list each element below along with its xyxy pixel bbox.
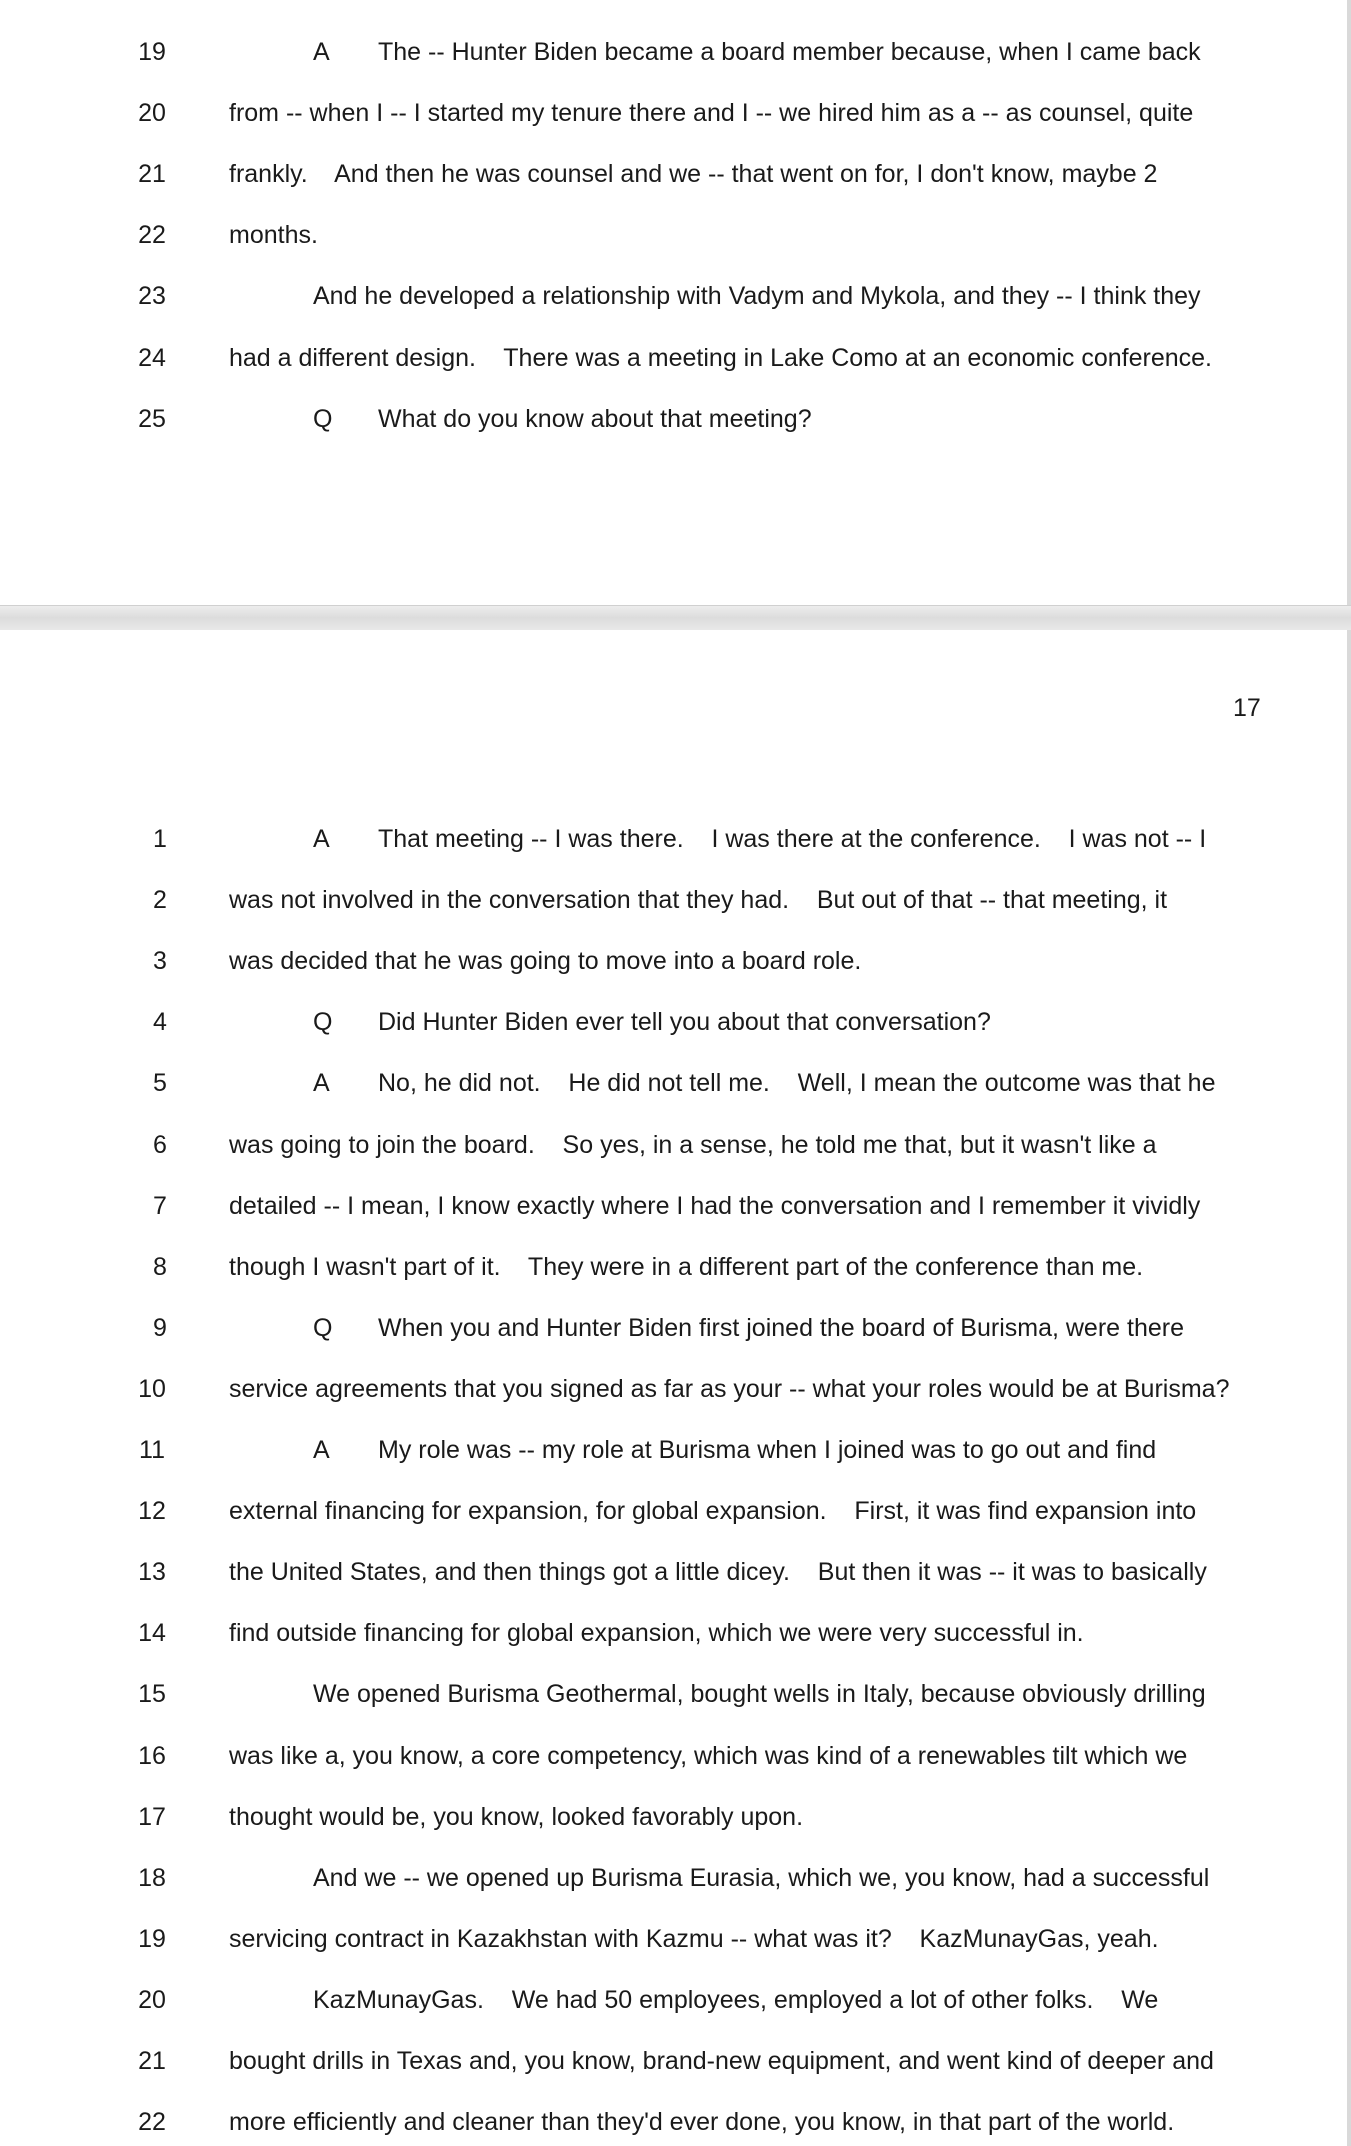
transcript-line <box>0 1125 1347 1165</box>
transcript-line <box>0 399 1347 439</box>
transcript-line <box>0 2102 1347 2142</box>
line-number: 4 <box>153 1008 167 1037</box>
line-number: 19 <box>138 38 166 66</box>
transcript-line <box>0 1491 1347 1531</box>
line-number: 22 <box>138 221 166 250</box>
line-text: though I wasn't part of it. They were in a different part of the conference than me. <box>229 1252 1144 1281</box>
transcript-line <box>0 1736 1347 1776</box>
line-text: bought drills in Texas and, you know, brand-new equipment, and went kind of deeper and <box>229 2047 1214 2075</box>
transcript-line <box>0 32 1347 72</box>
question-marker: Q <box>313 1008 333 1037</box>
line-text: was like a, you know, a core competency, which was kind of a renewables tilt which we <box>229 1741 1188 1770</box>
question-marker: Q <box>313 1313 333 1342</box>
transcript-line <box>0 2041 1347 2081</box>
line-text: KazMunayGas. We had 50 employees, employed a lot of other folks. We <box>313 1985 1159 2014</box>
transcript-line <box>0 215 1347 255</box>
line-text: servicing contract in Kazakhstan with Kazmu -- what was it? KazMunayGas, yeah. <box>229 1924 1159 1953</box>
line-text: And he developed a relationship with Vadym and Mykola, and they -- I think they <box>313 282 1201 311</box>
transcript-line <box>0 880 1347 920</box>
transcript-line <box>0 941 1347 981</box>
transcript-line <box>0 1063 1347 1103</box>
line-text: detailed -- I mean, I know exactly where I had the conversation and I remember it vividly <box>229 1191 1201 1220</box>
line-text: from -- when I -- I started my tenure there and I -- we hired him as a -- as counsel, quite <box>229 99 1194 128</box>
line-text: was decided that he was going to move into a board role. <box>229 947 862 976</box>
line-text: No, he did not. He did not tell me. Well, I mean the outcome was that he <box>378 1069 1216 1098</box>
line-text: When you and Hunter Biden first joined the board of Burisma, were there <box>378 1313 1184 1342</box>
page-number: 17 <box>1233 694 1261 722</box>
line-text: We opened Burisma Geothermal, bought wells in Italy, because obviously drilling <box>313 1680 1206 1709</box>
transcript-line <box>0 1797 1347 1837</box>
line-number: 13 <box>138 1558 166 1587</box>
line-number: 20 <box>138 1985 166 2014</box>
line-number: 10 <box>138 1374 166 1403</box>
answer-marker: A <box>313 1069 330 1098</box>
transcript-line <box>0 1186 1347 1226</box>
answer-marker: A <box>313 38 330 66</box>
transcript-line <box>0 1369 1347 1409</box>
line-number: 14 <box>138 1619 166 1648</box>
line-number: 21 <box>138 160 166 189</box>
line-number: 24 <box>138 343 166 372</box>
line-text: had a different design. There was a meeting in Lake Como at an economic conference. <box>229 343 1212 372</box>
line-text: That meeting -- I was there. I was there at the conference. I was not -- I <box>378 825 1207 853</box>
answer-marker: A <box>313 1436 330 1464</box>
transcript-line <box>0 154 1347 194</box>
line-text: was going to join the board. So yes, in a sense, he told me that, but it wasn't like a <box>229 1130 1157 1159</box>
transcript-line <box>0 1613 1347 1653</box>
page-separator <box>0 605 1351 631</box>
line-text: What do you know about that meeting? <box>378 404 812 433</box>
line-number: 5 <box>153 1069 167 1098</box>
line-number: 11 <box>139 1436 165 1464</box>
transcript-line <box>0 1430 1347 1470</box>
transcript-line <box>0 1980 1347 2020</box>
line-number: 18 <box>138 1863 166 1892</box>
line-number: 3 <box>153 947 167 976</box>
line-number: 6 <box>153 1130 167 1159</box>
line-text: the United States, and then things got a little dicey. But then it was -- it was to basically <box>229 1558 1207 1587</box>
line-text: thought would be, you know, looked favorably upon. <box>229 1802 804 1831</box>
line-number: 22 <box>138 2108 166 2137</box>
answer-marker: A <box>313 825 330 853</box>
transcript-line <box>0 93 1347 133</box>
line-text: And we -- we opened up Burisma Eurasia, which we, you know, had a successful <box>313 1863 1210 1892</box>
line-text: find outside financing for global expansion, which we were very successful in. <box>229 1619 1084 1648</box>
line-number: 2 <box>153 886 167 915</box>
transcript-line <box>0 338 1347 378</box>
line-number: 1 <box>153 825 167 853</box>
line-number: 23 <box>138 282 166 311</box>
transcript-line <box>0 1308 1347 1348</box>
line-number: 19 <box>138 1924 166 1953</box>
transcript-page-bottom <box>0 630 1351 2146</box>
transcript-line <box>0 1674 1347 1714</box>
line-number: 20 <box>138 99 166 128</box>
line-text: months. <box>229 221 318 250</box>
transcript-line <box>0 1919 1347 1959</box>
line-text: service agreements that you signed as far as your -- what your roles would be at Burisma? <box>229 1374 1230 1403</box>
transcript-line <box>0 1858 1347 1898</box>
line-number: 15 <box>138 1680 166 1709</box>
line-number: 21 <box>138 2047 166 2075</box>
transcript-line <box>0 1247 1347 1287</box>
line-number: 9 <box>153 1313 167 1342</box>
line-number: 17 <box>138 1802 166 1831</box>
transcript-page-top <box>0 0 1351 605</box>
line-number: 7 <box>153 1191 167 1220</box>
transcript-line <box>0 1002 1347 1042</box>
transcript-line <box>0 1552 1347 1592</box>
line-text: The -- Hunter Biden became a board member because, when I came back <box>378 38 1201 66</box>
line-number: 12 <box>138 1497 166 1526</box>
question-marker: Q <box>313 404 333 433</box>
line-text: frankly. And then he was counsel and we -- that went on for, I don't know, maybe 2 <box>229 160 1158 189</box>
transcript-line <box>0 819 1347 859</box>
line-text: My role was -- my role at Burisma when I joined was to go out and find <box>378 1436 1157 1464</box>
line-text: Did Hunter Biden ever tell you about that conversation? <box>378 1008 991 1037</box>
line-number: 16 <box>138 1741 166 1770</box>
line-number: 25 <box>138 404 166 433</box>
line-number: 8 <box>153 1252 167 1281</box>
transcript-line <box>0 276 1347 316</box>
line-text: external financing for expansion, for global expansion. First, it was find expansion into <box>229 1497 1197 1526</box>
line-text: more efficiently and cleaner than they'd ever done, you know, in that part of the world. <box>229 2108 1175 2137</box>
line-text: was not involved in the conversation that they had. But out of that -- that meeting, it <box>229 886 1168 915</box>
